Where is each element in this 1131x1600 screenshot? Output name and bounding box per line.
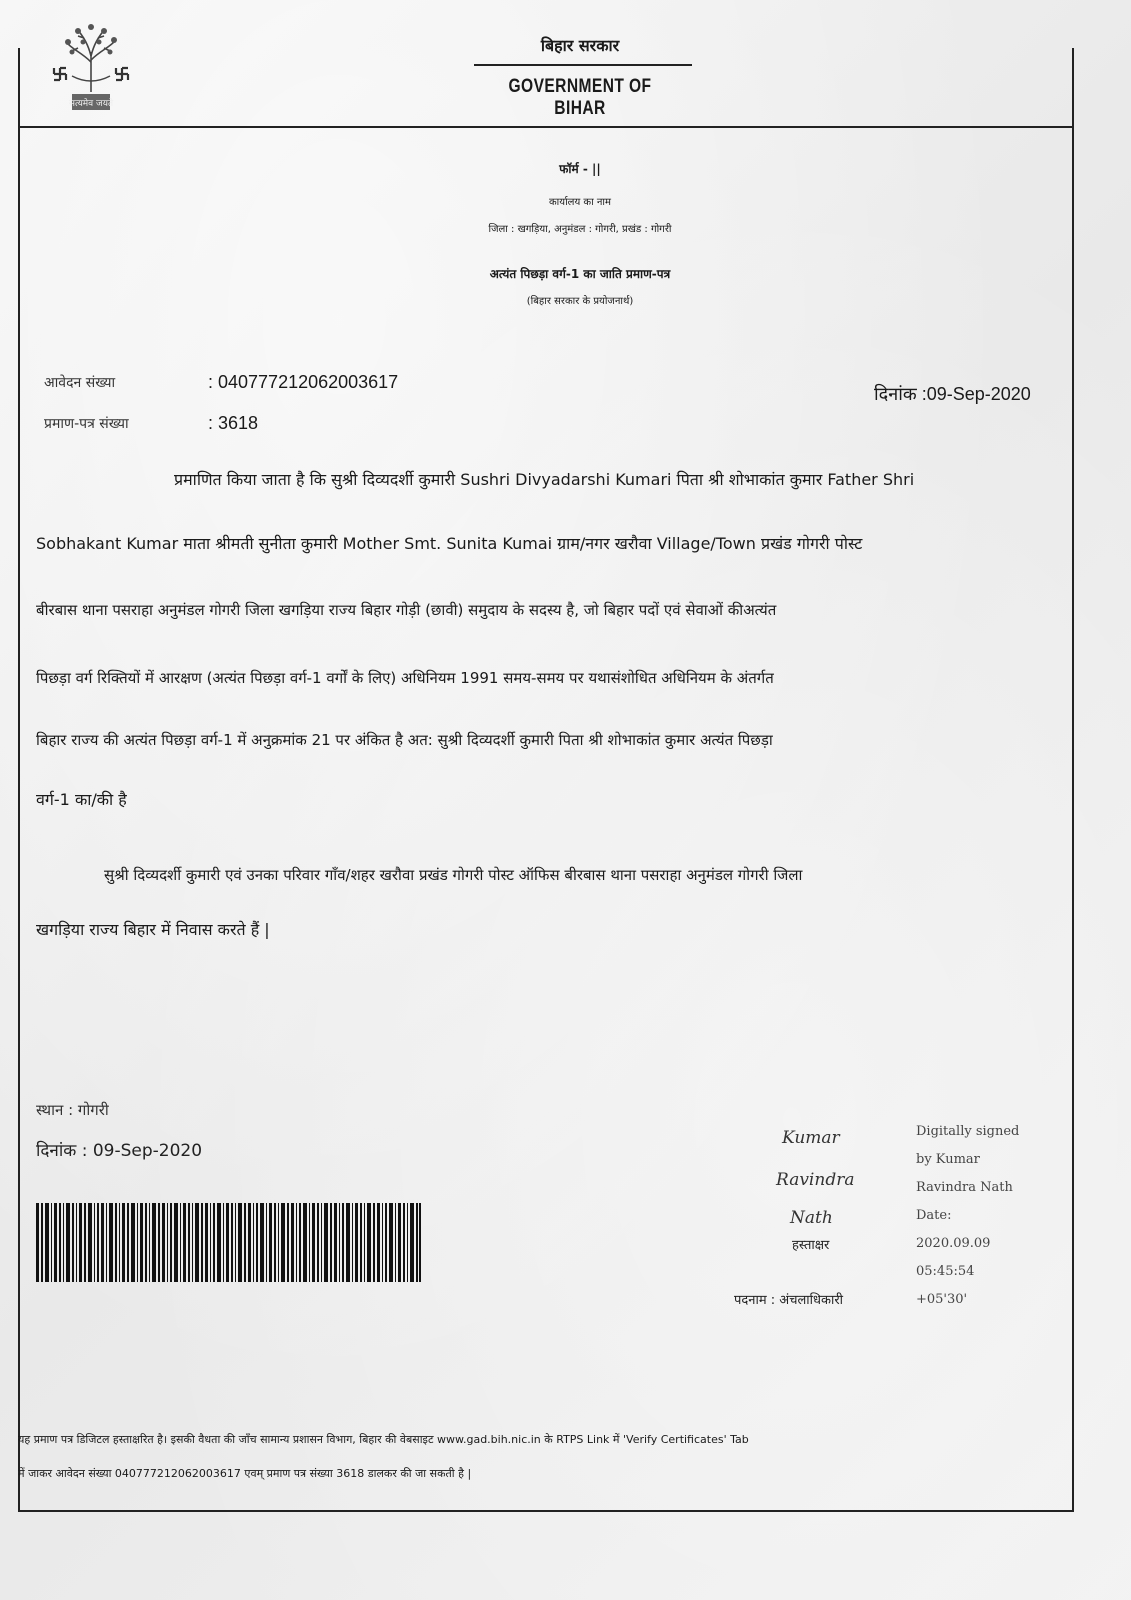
- application-number-value: : 040777212062003617: [208, 372, 399, 392]
- footer-line-2: में जाकर आवेदन संख्या 040777212062003617 एवम् प्रमाण पत्र संख्या 3618 डालकर की जा सकती है |: [18, 1467, 472, 1480]
- application-number-label: आवेदन संख्या: [44, 375, 116, 391]
- digital-signature-line-5: 2020.09.09: [916, 1236, 991, 1251]
- title-underline: [474, 64, 692, 66]
- issue-date: दिनांक :09-Sep-2020: [874, 384, 1031, 404]
- bihar-emblem-icon: [48, 22, 134, 118]
- signature-label: हस्ताक्षर: [792, 1238, 830, 1253]
- digital-signature-line-2: by Kumar: [916, 1152, 980, 1167]
- government-title: GOVERNMENT OF BIHAR: [508, 76, 652, 119]
- hindi-header-title: बिहार सरकार: [540, 36, 620, 55]
- signature-cursive-ravindra: Ravindra: [776, 1170, 855, 1190]
- body-line-1: प्रमाणित किया जाता है कि सुश्री दिव्यदर्शी कुमारी Sushri Divyadarshi Kumari पिता श्री शोभाकांत कुमार Father Shri: [174, 470, 915, 489]
- form-number: फॉर्म - ||: [559, 162, 601, 176]
- place-label: स्थान : गोगरी: [36, 1101, 109, 1119]
- digital-signature-line-6: 05:45:54: [916, 1264, 975, 1279]
- barcode: [36, 1203, 421, 1282]
- digital-signature-line-4: Date:: [916, 1208, 952, 1223]
- body-line-6: वर्ग-1 का/की है: [36, 790, 127, 809]
- certificate-title: अत्यंत पिछड़ा वर्ग-1 का जाति प्रमाण-पत्र: [489, 267, 671, 281]
- district-line: जिला : खगड़िया, अनुमंडल : गोगरी, प्रखंड : गोगरी: [488, 224, 672, 235]
- body-line-4: पिछड़ा वर्ग रिक्तियों में आरक्षण (अत्यंत पिछड़ा वर्ग-1 वर्गों के लिए) अधिनियम 1991 समय-समय पर यथासंशोधित अधिनियम के अंतर्गत: [36, 669, 774, 687]
- designation-label: पदनाम : अंचलाधिकारी: [734, 1293, 844, 1308]
- header-divider: [18, 126, 1072, 128]
- body-line-7: सुश्री दिव्यदर्शी कुमारी एवं उनका परिवार गाँव/शहर खरौवा प्रखंड गोगरी पोस्ट ऑफिस बीरबास थाना पसराहा अनुमंडल गोगरी जिला: [104, 866, 803, 884]
- emblem-motto: सत्यमेव जयते: [68, 99, 114, 109]
- place-date-label: दिनांक : 09-Sep-2020: [36, 1141, 203, 1161]
- digital-signature-line-7: +05'30': [916, 1292, 968, 1307]
- certificate-number-label: प्रमाण-पत्र संख्या: [44, 416, 129, 432]
- body-line-2: Sobhakant Kumar माता श्रीमती सुनीता कुमारी Mother Smt. Sunita Kumai ग्राम/नगर खरौवा Village/Town प्रखंड गोगरी पोस्ट: [36, 534, 863, 553]
- digital-signature-line-1: Digitally signed: [916, 1124, 1020, 1139]
- office-name: कार्यालय का नाम: [549, 197, 611, 208]
- body-line-3: बीरबास थाना पसराहा अनुमंडल गोगरी जिला खगड़िया राज्य बिहार गोड़ी (छावी) समुदाय के सदस्य है, जो बिहार पदों एवं सेवाओं कीअत्यंत: [36, 601, 777, 619]
- signature-cursive-kumar: Kumar: [782, 1128, 840, 1148]
- footer-line-1: यह प्रमाण पत्र डिजिटल हस्ताक्षरित है। इसकी वैधता की जाँच सामान्य प्रशासन विभाग, बिहार की वेबसाइट www.gad.bih.nic.in के RTPS Link में 'Verify Certificates' Tab: [18, 1433, 749, 1446]
- digital-signature-line-3: Ravindra Nath: [916, 1180, 1013, 1195]
- certificate-number-value: : 3618: [208, 413, 259, 433]
- signature-cursive-nath: Nath: [790, 1208, 833, 1228]
- body-line-5: बिहार राज्य की अत्यंत पिछड़ा वर्ग-1 में अनुक्रमांक 21 पर अंकित है अत: सुश्री दिव्यदर्शी कुमारी पिता श्री शोभाकांत कुमार अत्यंत पिछड़ा: [36, 731, 773, 749]
- body-line-8: खगड़िया राज्य बिहार में निवास करते हैं |: [36, 920, 270, 939]
- certificate-subtitle: (बिहार सरकार के प्रयोजनार्थ): [526, 296, 634, 307]
